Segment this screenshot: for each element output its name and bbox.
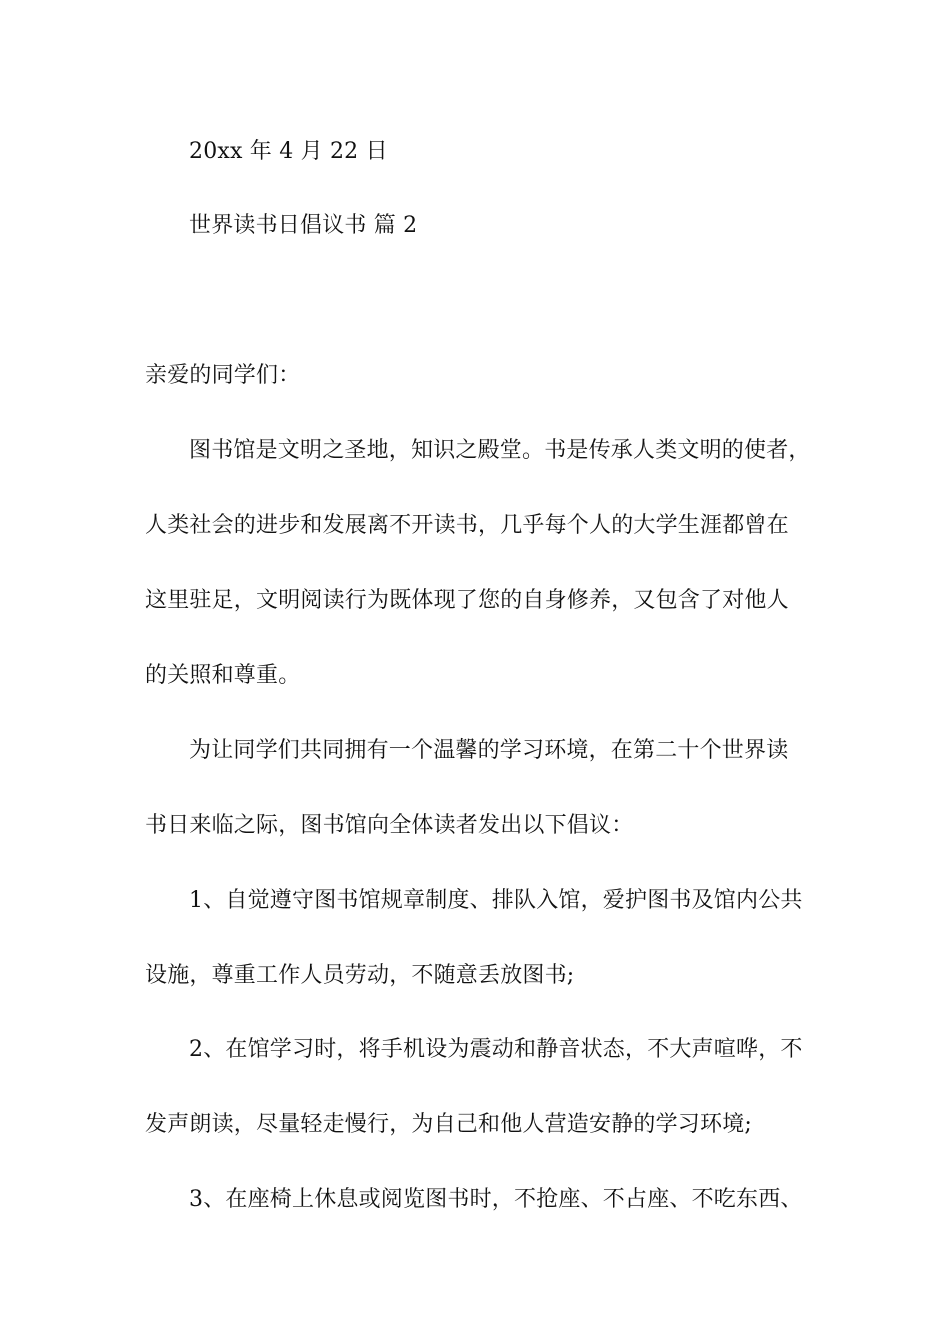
list-item-line: 1、自觉遵守图书馆规章制度、排队入馆，爱护图书及馆内公共 [189,888,803,913]
list-item-line: 设施，尊重工作人员劳动，不随意丢放图书; [145,963,575,988]
paragraph-line: 书日来临之际，图书馆向全体读者发出以下倡议： [145,813,634,838]
list-item-line: 2、在馆学习时，将手机设为震动和静音状态，不大声喧哗，不 [189,1037,803,1062]
list-item-line: 发声朗读，尽量轻走慢行，为自己和他人营造安静的学习环境; [145,1112,753,1137]
document-date: 20xx 年 4 月 22 日 [189,139,388,164]
paragraph-line: 这里驻足，文明阅读行为既体现了您的自身修养，又包含了对他人 [145,588,789,613]
paragraph-line: 人类社会的进步和发展离不开读书，几乎每个人的大学生涯都曾在 [145,513,789,538]
paragraph-line: 为让同学们共同拥有一个温馨的学习环境，在第二十个世界读 [189,738,789,763]
document-heading: 世界读书日倡议书 篇 2 [189,213,418,238]
paragraph-line: 的关照和尊重。 [145,663,301,688]
list-item-line: 3、在座椅上休息或阅览图书时，不抢座、不占座、不吃东西、 [189,1187,803,1212]
salutation: 亲爱的同学们： [145,363,301,388]
paragraph-line: 图书馆是文明之圣地，知识之殿堂。书是传承人类文明的使者， [189,438,811,463]
